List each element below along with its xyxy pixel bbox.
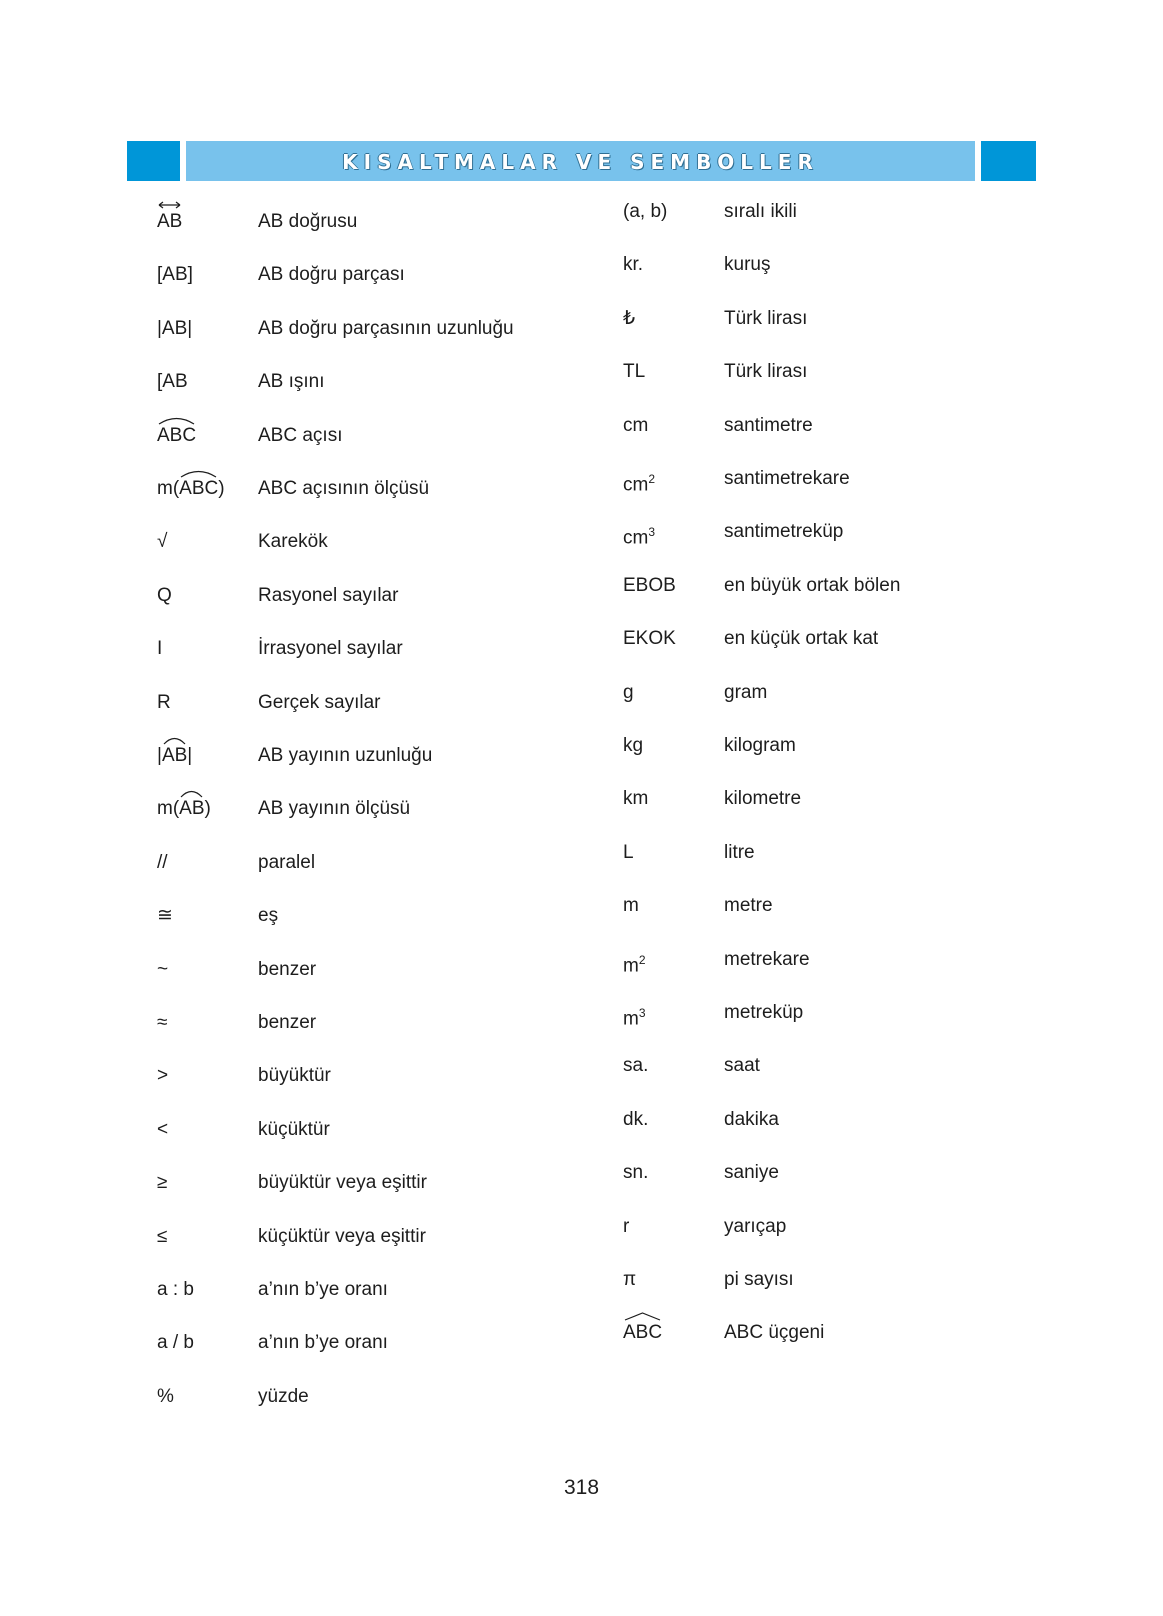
description-cell: metreküp bbox=[724, 1002, 804, 1023]
description-cell: Gerçek sayılar bbox=[258, 691, 381, 713]
section-header-banner bbox=[127, 141, 1036, 181]
symbol-cell bbox=[157, 260, 193, 290]
symbol-text: cm bbox=[623, 414, 649, 436]
description-cell: ABC üçgeni bbox=[724, 1322, 825, 1344]
symbol-text: ~ bbox=[157, 958, 169, 980]
symbol-text: a / b bbox=[157, 1332, 194, 1354]
symbol-cell bbox=[623, 357, 645, 387]
symbol-text: TL bbox=[623, 361, 646, 383]
header-accent-right bbox=[981, 141, 1036, 181]
description-cell: AB doğru parçası bbox=[258, 264, 405, 286]
symbol-cell bbox=[623, 678, 634, 708]
symbol-text: √ bbox=[157, 531, 168, 553]
symbol-cell bbox=[157, 901, 173, 931]
description-cell: a’nın b’ye oranı bbox=[258, 1332, 388, 1354]
symbol-cell bbox=[623, 624, 676, 654]
symbol-cell bbox=[157, 688, 171, 718]
description-cell: metrekare bbox=[724, 948, 810, 970]
arc-mark bbox=[157, 413, 196, 425]
symbol-cell bbox=[157, 955, 168, 985]
symbol-text: ≤ bbox=[157, 1225, 168, 1247]
symbol-cell bbox=[623, 464, 655, 500]
symbol-cell bbox=[157, 1008, 167, 1038]
description-cell: kuruş bbox=[724, 254, 771, 276]
symbol-cell bbox=[157, 207, 182, 237]
symbol-cell bbox=[623, 945, 646, 981]
symbol-text: // bbox=[157, 851, 168, 873]
arc-over-text: AB bbox=[162, 741, 187, 771]
symbol-cell: m(AB ) bbox=[157, 794, 211, 824]
symbol-cell bbox=[623, 197, 667, 227]
symbol-text: m bbox=[623, 954, 639, 976]
symbol-text: ABC bbox=[157, 421, 196, 451]
description-cell: küçüktür bbox=[258, 1118, 330, 1140]
description-cell: AB ışını bbox=[258, 371, 325, 393]
header-title-bar bbox=[186, 141, 975, 181]
description-cell: Türk lirası bbox=[724, 361, 808, 383]
symbol-cell: |AB | bbox=[157, 741, 192, 771]
description-cell: küçüktür veya eşittir bbox=[258, 1225, 426, 1247]
symbol-cell bbox=[623, 1212, 629, 1242]
symbol-text: dk. bbox=[623, 1108, 649, 1130]
symbol-cell bbox=[157, 581, 172, 611]
symbol-text: EBOB bbox=[623, 574, 676, 596]
symbol-text: g bbox=[623, 681, 634, 703]
description-cell: litre bbox=[724, 841, 755, 863]
symbol-cell bbox=[623, 731, 643, 761]
symbol-cell bbox=[623, 517, 655, 553]
symbol-text: sn. bbox=[623, 1162, 649, 1184]
symbol-text: a : b bbox=[157, 1279, 194, 1300]
description-cell: büyüktür veya eşittir bbox=[258, 1172, 427, 1194]
symbol-text: I bbox=[157, 638, 163, 660]
symbol-cell bbox=[623, 838, 634, 868]
symbol-cell bbox=[623, 1051, 648, 1081]
description-cell: sıralı ikili bbox=[724, 201, 797, 222]
symbol-cell bbox=[157, 527, 167, 557]
symbol-text: kr. bbox=[623, 254, 644, 276]
symbol-text: cm bbox=[623, 527, 649, 549]
arc-mark bbox=[162, 733, 187, 745]
arc-over-text: ABC bbox=[179, 474, 218, 504]
symbol-cell bbox=[157, 1382, 174, 1412]
symbol-cell bbox=[157, 1061, 168, 1091]
symbol-cell bbox=[623, 1265, 636, 1295]
description-cell: en küçük ortak kat bbox=[724, 628, 879, 650]
symbol-text: π bbox=[623, 1269, 637, 1290]
symbol-cell bbox=[623, 784, 648, 814]
symbol-text: sa. bbox=[623, 1055, 649, 1077]
description-cell: Rasyonel sayılar bbox=[258, 584, 399, 606]
symbol-text: ₺ bbox=[623, 307, 636, 329]
symbol-text: Q bbox=[157, 584, 172, 606]
description-cell: AB doğrusu bbox=[258, 211, 358, 232]
symbol-text: EKOK bbox=[623, 628, 676, 650]
description-cell: AB yayının ölçüsü bbox=[258, 798, 411, 820]
symbol-cell bbox=[157, 1275, 194, 1305]
symbol-text: ABC bbox=[623, 1318, 662, 1348]
arc-mark bbox=[179, 786, 204, 798]
description-cell: yüzde bbox=[258, 1385, 309, 1407]
symbol-cell bbox=[623, 1105, 648, 1135]
description-cell: benzer bbox=[258, 958, 317, 980]
symbol-cell bbox=[157, 367, 188, 397]
description-cell: benzer bbox=[258, 1012, 317, 1033]
symbol-cell bbox=[157, 421, 196, 451]
symbol-cell bbox=[623, 411, 648, 441]
symbol-text: m bbox=[623, 895, 639, 917]
symbol-cell bbox=[157, 1168, 167, 1198]
line-arrow-mark bbox=[157, 199, 182, 211]
symbol-text: cm bbox=[623, 474, 649, 496]
symbol-text: |AB| bbox=[157, 317, 193, 339]
description-cell: ABC açısı bbox=[258, 424, 343, 446]
symbol-cell bbox=[157, 1222, 167, 1252]
description-cell: saat bbox=[724, 1055, 760, 1077]
symbol-cell bbox=[157, 634, 162, 664]
description-cell: ABC açısının ölçüsü bbox=[258, 478, 430, 499]
superscript: 2 bbox=[638, 952, 646, 967]
description-cell: Türk lirası bbox=[724, 307, 808, 329]
symbol-cell bbox=[623, 250, 643, 280]
header-title: KISALTMALAR VE SEMBOLLER bbox=[342, 150, 819, 174]
symbol-cell: m(ABC ) bbox=[157, 474, 225, 504]
description-cell: santimetrekare bbox=[724, 468, 850, 489]
superscript: 3 bbox=[648, 525, 656, 540]
description-cell: santimetre bbox=[724, 414, 813, 436]
description-cell: paralel bbox=[258, 851, 316, 873]
symbol-text: AB bbox=[157, 207, 182, 237]
symbol-text: R bbox=[157, 691, 171, 713]
symbol-text: km bbox=[623, 788, 649, 810]
symbol-cell bbox=[157, 848, 168, 878]
description-cell: AB doğru parçasının uzunluğu bbox=[258, 317, 514, 339]
symbol-text: < bbox=[157, 1118, 169, 1140]
description-cell: kilometre bbox=[724, 788, 802, 810]
symbol-text: % bbox=[157, 1385, 174, 1407]
description-cell: eş bbox=[258, 905, 279, 927]
superscript: 3 bbox=[638, 1006, 646, 1020]
description-cell: İrrasyonel sayılar bbox=[258, 638, 403, 660]
description-cell: metre bbox=[724, 895, 773, 917]
symbol-cell bbox=[157, 1115, 168, 1145]
page-number: 318 bbox=[563, 1476, 600, 1499]
description-cell: kilogram bbox=[724, 735, 796, 756]
symbol-cell bbox=[623, 998, 646, 1034]
symbol-text: (a, b) bbox=[623, 201, 668, 222]
description-cell: AB yayının uzunluğu bbox=[258, 745, 433, 766]
symbol-text: ≈ bbox=[157, 1012, 168, 1033]
superscript: 2 bbox=[648, 472, 656, 486]
arc-over-text: AB bbox=[179, 794, 204, 824]
symbol-text: L bbox=[623, 841, 634, 863]
description-cell: saniye bbox=[724, 1162, 779, 1184]
description-cell: dakika bbox=[724, 1108, 779, 1130]
symbol-text: m bbox=[623, 1008, 639, 1030]
symbol-cell bbox=[623, 571, 676, 601]
symbol-cell bbox=[623, 891, 639, 921]
description-cell: pi sayısı bbox=[724, 1269, 794, 1290]
arc-mark bbox=[179, 466, 218, 478]
symbol-cell bbox=[623, 304, 635, 334]
description-cell: Karekök bbox=[258, 531, 328, 553]
symbol-cell bbox=[157, 1328, 194, 1358]
header-accent-left bbox=[127, 141, 180, 181]
symbol-cell bbox=[623, 1158, 648, 1188]
symbol-text: [AB bbox=[157, 371, 188, 393]
symbol-text: > bbox=[157, 1065, 169, 1087]
description-cell: gram bbox=[724, 681, 768, 703]
description-cell: santimetreküp bbox=[724, 521, 844, 543]
description-cell: a’nın b’ye oranı bbox=[258, 1279, 388, 1300]
symbol-text: kg bbox=[623, 735, 644, 756]
symbol-cell bbox=[623, 1318, 662, 1348]
symbol-text: r bbox=[623, 1215, 630, 1237]
symbol-text: ≅ bbox=[157, 905, 173, 927]
description-cell: büyüktür bbox=[258, 1065, 331, 1087]
description-cell: en büyük ortak bölen bbox=[724, 574, 901, 596]
description-cell: yarıçap bbox=[724, 1215, 787, 1237]
symbol-text: [AB] bbox=[157, 264, 193, 286]
triangle-mark bbox=[623, 1310, 662, 1322]
symbol-text: ≥ bbox=[157, 1172, 168, 1194]
symbol-cell bbox=[157, 314, 192, 344]
